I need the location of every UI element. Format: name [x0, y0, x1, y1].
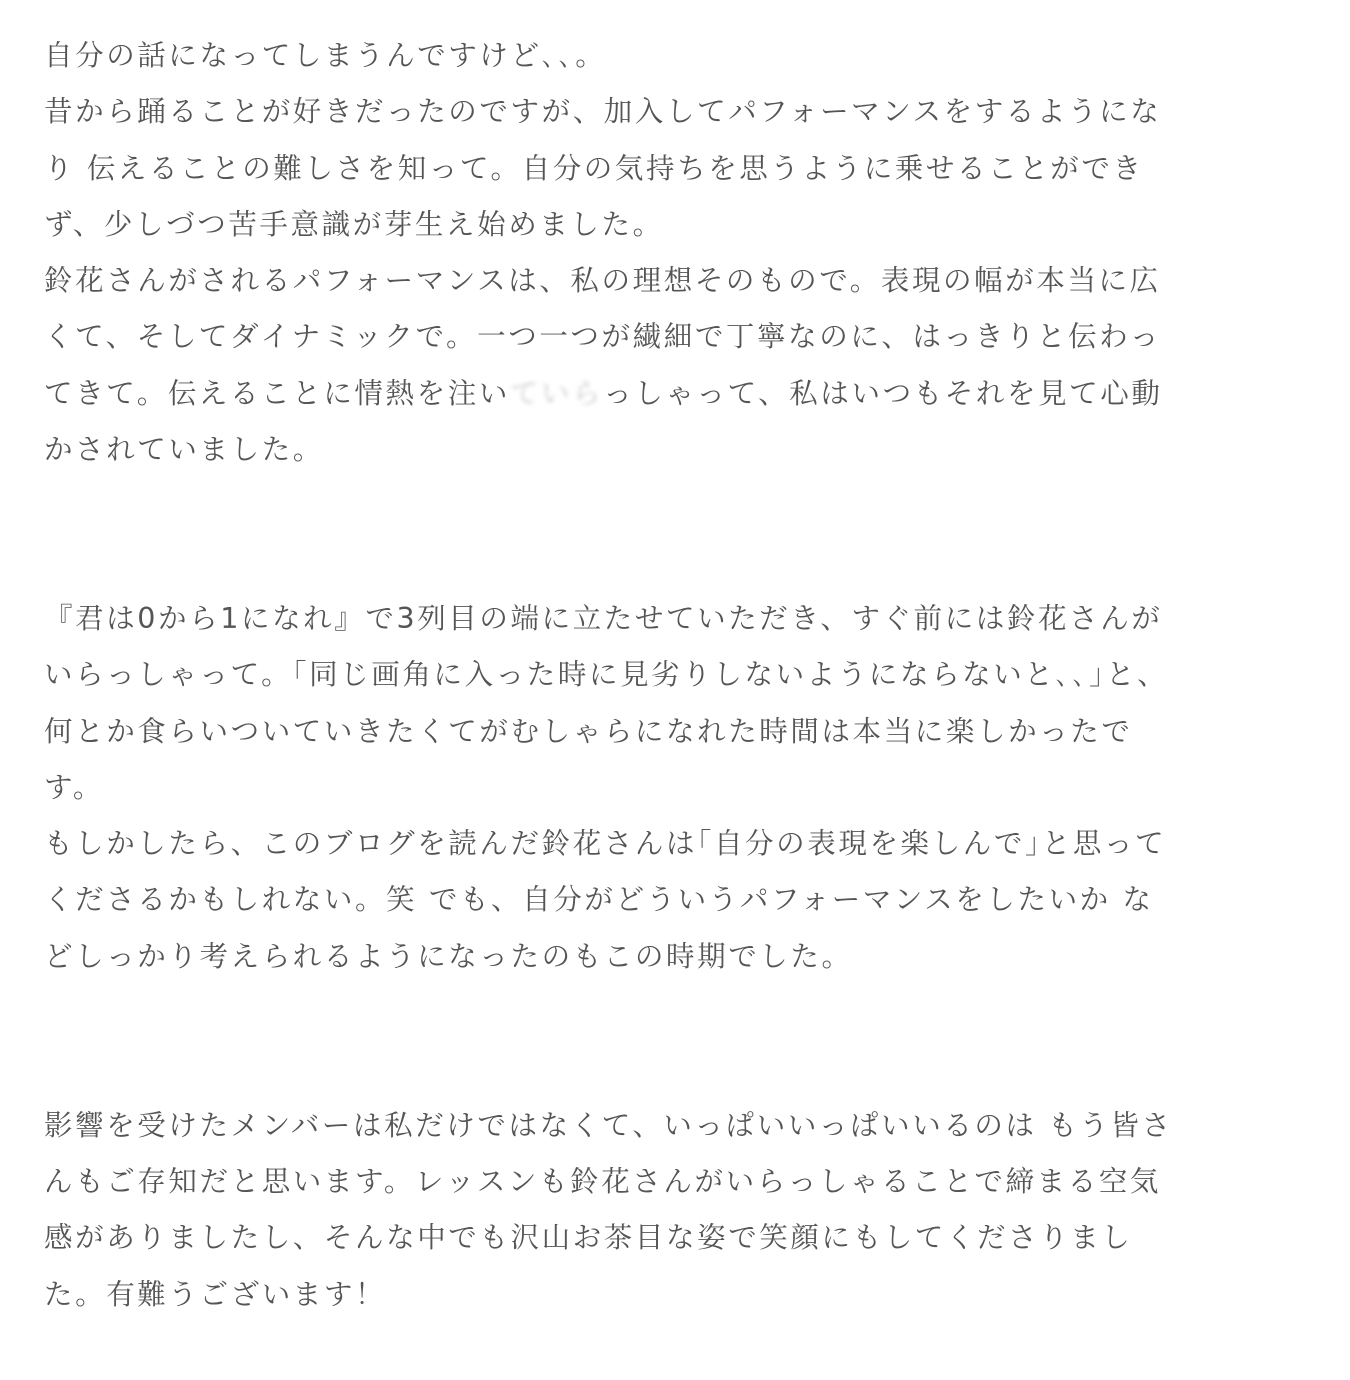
text-line: くださるかもしれない。笑 でも、自分がどういうパフォーマンスをしたいか な [44, 883, 1154, 917]
paragraph-spacer [44, 478, 1284, 591]
text-line: どしっかり考えられるようになったのもこの時期でした。 [44, 939, 853, 973]
text-line: 影響を受けたメンバーは私だけではなくて、いっぱいいっぱいいるのは もう皆さ [44, 1108, 1173, 1142]
text-line: いらっしゃって。｢同じ画角に入った時に見劣りしないようにならないと､､｣と、 [44, 658, 1169, 692]
text-line: 自分の話になってしまうんですけど､､｡ [44, 39, 593, 72]
text-line: 何とか食らいついていきたくてがむしゃらになれた時間は本当に楽しかったで [44, 714, 1133, 748]
paragraph-1 [44, 28, 1284, 478]
text-line: 感がありましたし、そんな中でも沢山お茶目な姿で笑顔にもしてくださりまし [44, 1221, 1133, 1255]
paragraph-2 [44, 591, 1284, 985]
text-line: くて、そしてダイナミックで。一つ一つが繊細で丁寧なのに、はっきりと伝わっ [44, 320, 1162, 354]
text-segment: てきて。伝えることに情熱を注い [44, 376, 510, 410]
blog-body [44, 28, 1284, 1323]
text-line: た。有難うございます！ [44, 1277, 387, 1311]
text-line: す。 [44, 770, 104, 804]
text-line: 『君は0から1になれ』で3列目の端に立たせていただき、すぐ前には鈴花さんが [44, 601, 1163, 635]
text-line-with-blur [44, 366, 1284, 422]
text-segment: っしゃって、私はいつもそれを見て心動 [603, 376, 1163, 410]
blurred-text: ていら [509, 376, 604, 410]
paragraph-3 [44, 1098, 1284, 1323]
text-line: り 伝えることの難しさを知って。自分の気持ちを思うように乗せることができ [44, 151, 1144, 185]
paragraph-spacer [44, 985, 1284, 1098]
text-line: ず、少しづつ苦手意識が芽生え始めました。 [44, 207, 664, 241]
text-line: もしかしたら、このブログを読んだ鈴花さんは｢自分の表現を楽しんで｣と思って [44, 827, 1167, 861]
text-line: 鈴花さんがされるパフォーマンスは、私の理想そのもので。表現の幅が本当に広 [44, 264, 1161, 298]
text-line: んもご存知だと思います。レッスンも鈴花さんがいらっしゃることで締まる空気 [44, 1164, 1162, 1198]
text-line: 昔から踊ることが好きだったのですが、加入してパフォーマンスをするようにな [44, 95, 1162, 129]
text-line: かされていました。 [44, 433, 324, 467]
